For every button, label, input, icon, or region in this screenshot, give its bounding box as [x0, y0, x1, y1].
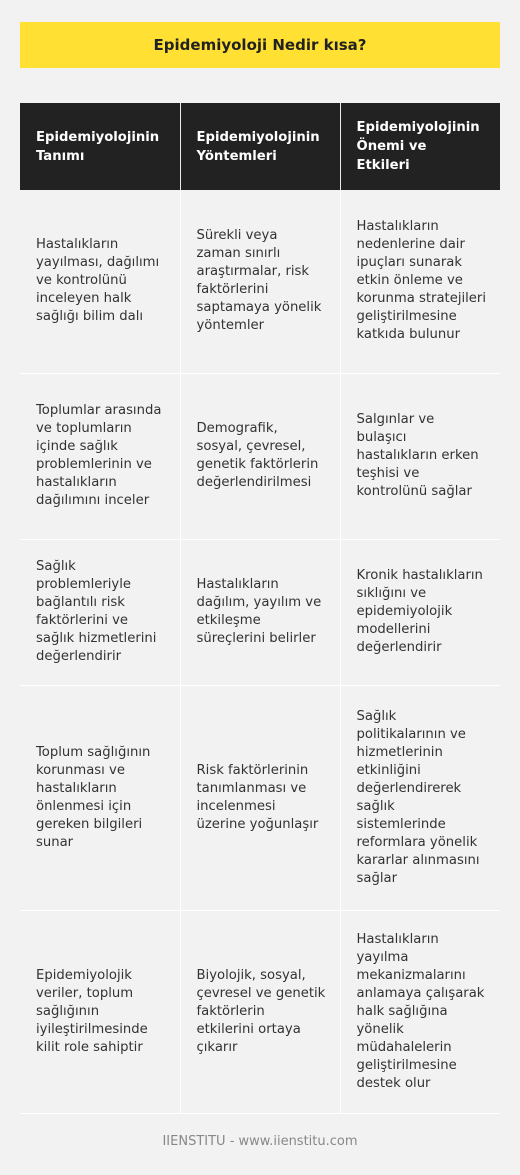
table-cell: Toplumlar arasında ve toplumların içinde sağlık problemlerinin ve hastalıkların dağılımını inceler	[20, 373, 180, 539]
footer-credit: IIENSTITU - www.iienstitu.com	[162, 1134, 358, 1149]
table-row	[20, 910, 500, 1113]
column-header-importance: Epidemiyolojinin Önemi ve Etkileri	[340, 103, 500, 190]
title-banner	[20, 22, 500, 68]
table-cell: Hastalıkların nedenlerine dair ipuçları sunarak etkin önleme ve korunma stratejileri geliştirilmesine katkıda bulunur	[340, 190, 500, 373]
table-cell: Toplum sağlığının korunması ve hastalıkların önlenmesi için gereken bilgileri sunar	[20, 685, 180, 910]
table-header-row	[20, 103, 500, 190]
table-cell: Hastalıkların dağılım, yayılım ve etkileşme süreçlerini belirler	[180, 539, 340, 685]
table-cell: Biyolojik, sosyal, çevresel ve genetik faktörlerin etkilerini ortaya çıkarır	[180, 910, 340, 1113]
table-row	[20, 373, 500, 539]
table-row	[20, 190, 500, 373]
table-cell: Sağlık problemleriyle bağlantılı risk faktörlerini ve sağlık hizmetlerini değerlendirir	[20, 539, 180, 685]
column-header-definition: Epidemiyolojinin Tanımı	[20, 103, 180, 190]
table-cell: Demografik, sosyal, çevresel, genetik faktörlerin değerlendirilmesi	[180, 373, 340, 539]
table-cell: Hastalıkların yayılma mekanizmalarını anlamaya çalışarak halk sağlığına yönelik müdahalelerin geliştirilmesine destek olur	[340, 910, 500, 1113]
table-cell: Risk faktörlerinin tanımlanması ve incelenmesi üzerine yoğunlaşır	[180, 685, 340, 910]
column-header-methods: Epidemiyolojinin Yöntemleri	[180, 103, 340, 190]
table-row	[20, 539, 500, 685]
page-title: Epidemiyoloji Nedir kısa?	[153, 36, 367, 54]
table-cell: Kronik hastalıkların sıklığını ve epidemiyolojik modellerini değerlendirir	[340, 539, 500, 685]
table-cell: Sağlık politikalarının ve hizmetlerinin etkinliğini değerlendirerek sağlık sistemlerinde reformlara yönelik kararlar alınmasını sağlar	[340, 685, 500, 910]
table-cell: Hastalıkların yayılması, dağılımı ve kontrolünü inceleyen halk sağlığı bilim dalı	[20, 190, 180, 373]
comparison-table	[20, 103, 500, 1114]
table-cell: Epidemiyolojik veriler, toplum sağlığının iyileştirilmesinde kilit role sahiptir	[20, 910, 180, 1113]
table-row	[20, 685, 500, 910]
table-cell: Sürekli veya zaman sınırlı araştırmalar, risk faktörlerini saptamaya yönelik yöntemler	[180, 190, 340, 373]
table-cell: Salgınlar ve bulaşıcı hastalıkların erken teşhisi ve kontrolünü sağlar	[340, 373, 500, 539]
